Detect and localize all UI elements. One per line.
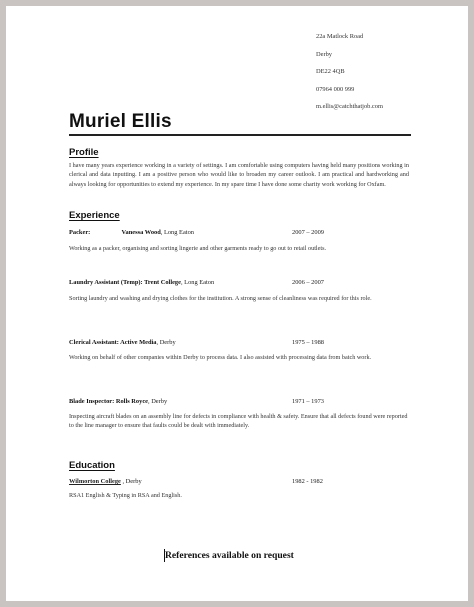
job-title: Packer:: [69, 229, 91, 236]
job-title: Laundry Assistant (Temp): Trent College: [69, 279, 181, 286]
profile-text: I have many years experience working in a variety of settings. I am comfortable using computers having held many positions working in clerical and data inputting. I am a positive person who would like to broaden my career outlook. I am practical and hardworking and always looking for opportunities to extend my experience. In my spare time I have done some charity work working for Oxfam.: [69, 162, 409, 188]
references-line: References available on request: [165, 550, 294, 561]
job-dates: 2006 – 2007: [292, 279, 324, 286]
address-line-1: 22a Matlock Road: [316, 33, 364, 40]
address-line-3: DE22 4QB: [316, 68, 345, 75]
education-place: , Derby: [120, 478, 142, 485]
job-title: Blade Inspector: Rolls Royce: [69, 398, 148, 405]
cv-document: [6, 6, 468, 601]
education-school: Wilmorton College: [69, 478, 121, 485]
job-row: [69, 398, 409, 405]
education-heading: Education: [69, 460, 115, 471]
job-description: Working as a packer, organising and sorting lingerie and other garments ready to go out to retail outlets.: [69, 245, 327, 252]
job-dates: 2007 – 2009: [292, 229, 324, 236]
education-detail: RSA1 English & Typing in RSA and English.: [69, 492, 182, 499]
job-place: , Derby: [148, 398, 168, 405]
job-description: Sorting laundry and washing and drying clothes for the institution. A strong sense of cleanliness was required for this role.: [69, 295, 372, 302]
job-description: Working on behalf of other companies within Derby to process data. I also assisted with processing data from batch work.: [69, 354, 372, 361]
education-dates: 1982 - 1982: [292, 478, 323, 485]
job-place: , Long Eaton: [160, 229, 194, 236]
email-address: m.ellis@catchthatjob.com: [316, 103, 383, 110]
job-row: [69, 339, 409, 346]
job-dates: 1975 – 1988: [292, 339, 324, 346]
job-place: , Long Eaton: [180, 279, 215, 286]
education-row: [69, 478, 409, 485]
job-description: Inspecting aircraft blades on an assembly line for defects in compliance with health & safety. Ensure that all defects found were reported to the line manager to ensure that faults could be dealt with immediately.: [69, 413, 408, 430]
job-place: , Derby: [156, 339, 176, 346]
job-row: [69, 229, 409, 236]
candidate-name: Muriel Ellis: [69, 111, 172, 132]
address-block: [316, 28, 383, 116]
experience-heading: Experience: [69, 210, 120, 221]
profile-heading: Profile: [69, 147, 99, 158]
job-employer: Vanessa Wood: [121, 229, 161, 236]
job-row: [69, 279, 409, 286]
phone-number: 07964 000 999: [316, 85, 355, 93]
name-underline-rule: [69, 134, 411, 136]
job-title: Clerical Assistant: Active Media: [69, 339, 157, 346]
job-dates: 1971 – 1973: [292, 398, 324, 405]
address-line-2: Derby: [316, 50, 332, 58]
